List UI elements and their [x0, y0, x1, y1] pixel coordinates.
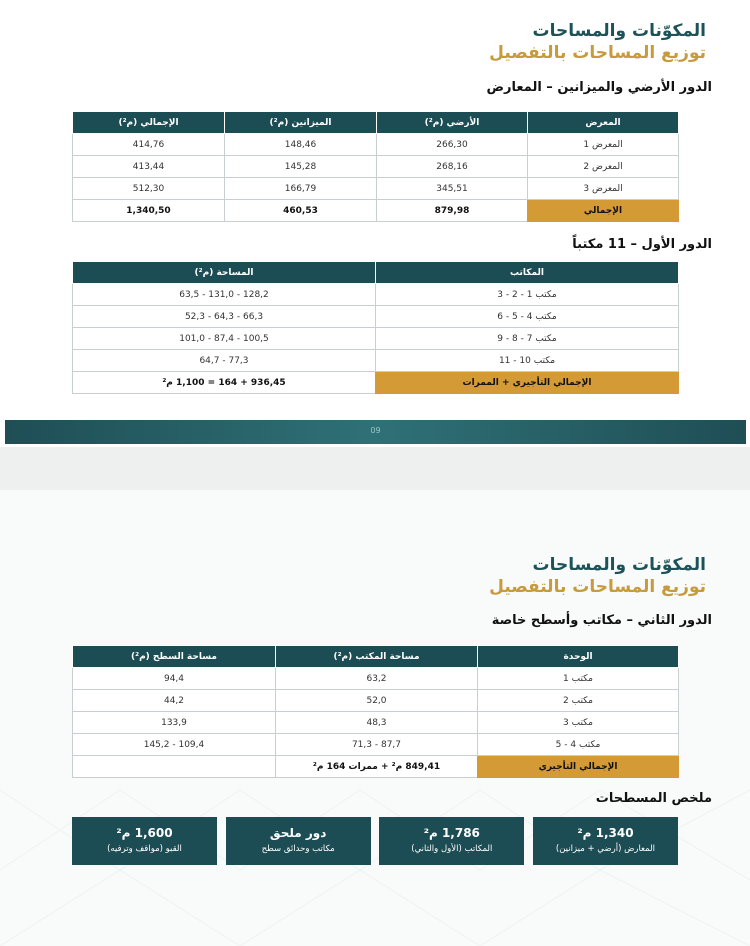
page-subtitle: توزيع المساحات بالتفصيل — [489, 577, 706, 597]
area-summary-cards — [72, 817, 678, 865]
table-row — [73, 284, 679, 306]
page-title: المكوّنات والمساحات — [532, 555, 706, 575]
summary-card-offices — [379, 817, 524, 865]
table-cell: 52,0 — [276, 690, 478, 712]
table-cell: 512,30 — [73, 178, 225, 200]
table-cell: 345,51 — [377, 178, 528, 200]
table-cell — [73, 756, 276, 778]
table-cell: 148,46 — [225, 134, 377, 156]
table-row — [73, 328, 679, 350]
page-footer-bar — [5, 420, 746, 444]
section-heading-ground-floor: الدور الأرضي والميزانين – المعارض — [486, 80, 712, 95]
table-cell: مكتب 2 — [478, 690, 679, 712]
table-cell: 849,41 م² + ممرات 164 م² — [276, 756, 478, 778]
table-total-row — [73, 200, 679, 222]
table-cell: مكتب 4 - 5 — [478, 734, 679, 756]
page-title: المكوّنات والمساحات — [532, 21, 706, 41]
card-value: دور ملحق — [269, 826, 327, 840]
table-cell: مكتب 10 - 11 — [376, 350, 679, 372]
exhibitions-table — [72, 111, 679, 222]
table-cell: 414,76 — [73, 134, 225, 156]
column-header: المساحة (م²) — [73, 262, 376, 284]
table-cell: مكتب 3 — [478, 712, 679, 734]
table-cell: 936,45 + 164 = 1,100 م² — [73, 372, 376, 394]
table-cell: 128,2 - 131,0 - 63,5 — [73, 284, 376, 306]
table-cell: 94,4 — [73, 668, 276, 690]
page-gap — [0, 447, 750, 490]
column-header: الأرضي (م²) — [377, 112, 528, 134]
card-value: 1,600 م² — [116, 826, 173, 840]
card-label: المكاتب (الأول والثاني) — [411, 844, 493, 854]
table-cell: 77,3 - 64,7 — [73, 350, 376, 372]
table-row — [73, 350, 679, 372]
column-header: الإجمالي (م²) — [73, 112, 225, 134]
table-cell: 460,53 — [225, 200, 377, 222]
table-cell: 87,7 - 71,3 — [276, 734, 478, 756]
table-cell: 413,44 — [73, 156, 225, 178]
table-row — [73, 690, 679, 712]
table-cell: 133,9 — [73, 712, 276, 734]
table-row — [73, 178, 679, 200]
table-row — [73, 156, 679, 178]
table-header-row — [73, 646, 679, 668]
summary-card-annex-floor — [226, 817, 371, 865]
page-10 — [0, 490, 750, 946]
table-cell: 266,30 — [377, 134, 528, 156]
table-row — [73, 134, 679, 156]
table-cell: 63,2 — [276, 668, 478, 690]
table-cell: 44,2 — [73, 690, 276, 712]
table-header-row — [73, 112, 679, 134]
section-heading-first-floor: الدور الأول – 11 مكتباً — [572, 237, 712, 252]
total-label: الإجمالي التأجيري — [478, 756, 679, 778]
first-floor-offices-table — [72, 261, 679, 394]
card-label: مكاتب وحدائق سطح — [261, 844, 335, 854]
table-cell: 48,3 — [276, 712, 478, 734]
table-cell: 109,4 - 145,2 — [73, 734, 276, 756]
table-cell: مكتب 1 — [478, 668, 679, 690]
section-heading-second-floor: الدور الثاني – مكاتب وأسطح خاصة — [491, 613, 712, 628]
table-cell: مكتب 7 - 8 - 9 — [376, 328, 679, 350]
card-value: 1,340 م² — [577, 826, 634, 840]
card-label: القبو (مواقف وترفيه) — [107, 844, 182, 854]
table-cell: المعرض 1 — [528, 134, 679, 156]
table-cell: المعرض 3 — [528, 178, 679, 200]
column-header: الميزانين (م²) — [225, 112, 377, 134]
total-label: الإجمالي — [528, 200, 679, 222]
table-header-row — [73, 262, 679, 284]
card-value: 1,786 م² — [423, 826, 480, 840]
table-row — [73, 734, 679, 756]
column-header: مساحة السطح (م²) — [73, 646, 276, 668]
table-total-row — [73, 372, 679, 394]
table-cell: مكتب 1 - 2 - 3 — [376, 284, 679, 306]
table-cell: 66,3 - 64,3 - 52,3 — [73, 306, 376, 328]
section-heading-summary: ملخص المسطحات — [595, 791, 712, 806]
total-label: الإجمالي التأجيري + الممرات — [376, 372, 679, 394]
table-row — [73, 712, 679, 734]
table-cell: 145,28 — [225, 156, 377, 178]
table-cell: المعرض 2 — [528, 156, 679, 178]
table-row — [73, 306, 679, 328]
table-cell: 100,5 - 87,4 - 101,0 — [73, 328, 376, 350]
page-header — [489, 20, 706, 64]
page-09 — [0, 0, 750, 447]
page-number: 09 — [370, 426, 381, 435]
table-cell: 879,98 — [377, 200, 528, 222]
table-cell: مكتب 4 - 5 - 6 — [376, 306, 679, 328]
table-total-row — [73, 756, 679, 778]
column-header: المعرض — [528, 112, 679, 134]
table-cell: 268,16 — [377, 156, 528, 178]
second-floor-table — [72, 645, 679, 778]
page-subtitle: توزيع المساحات بالتفصيل — [489, 43, 706, 63]
summary-card-basement — [72, 817, 217, 865]
column-header: مساحة المكتب (م²) — [276, 646, 478, 668]
column-header: المكاتب — [376, 262, 679, 284]
summary-card-exhibitions — [533, 817, 678, 865]
table-cell: 166,79 — [225, 178, 377, 200]
table-cell: 1,340,50 — [73, 200, 225, 222]
card-label: المعارض (أرضي + ميزانين) — [555, 844, 656, 854]
table-row — [73, 668, 679, 690]
page-header — [489, 554, 706, 598]
column-header: الوحدة — [478, 646, 679, 668]
